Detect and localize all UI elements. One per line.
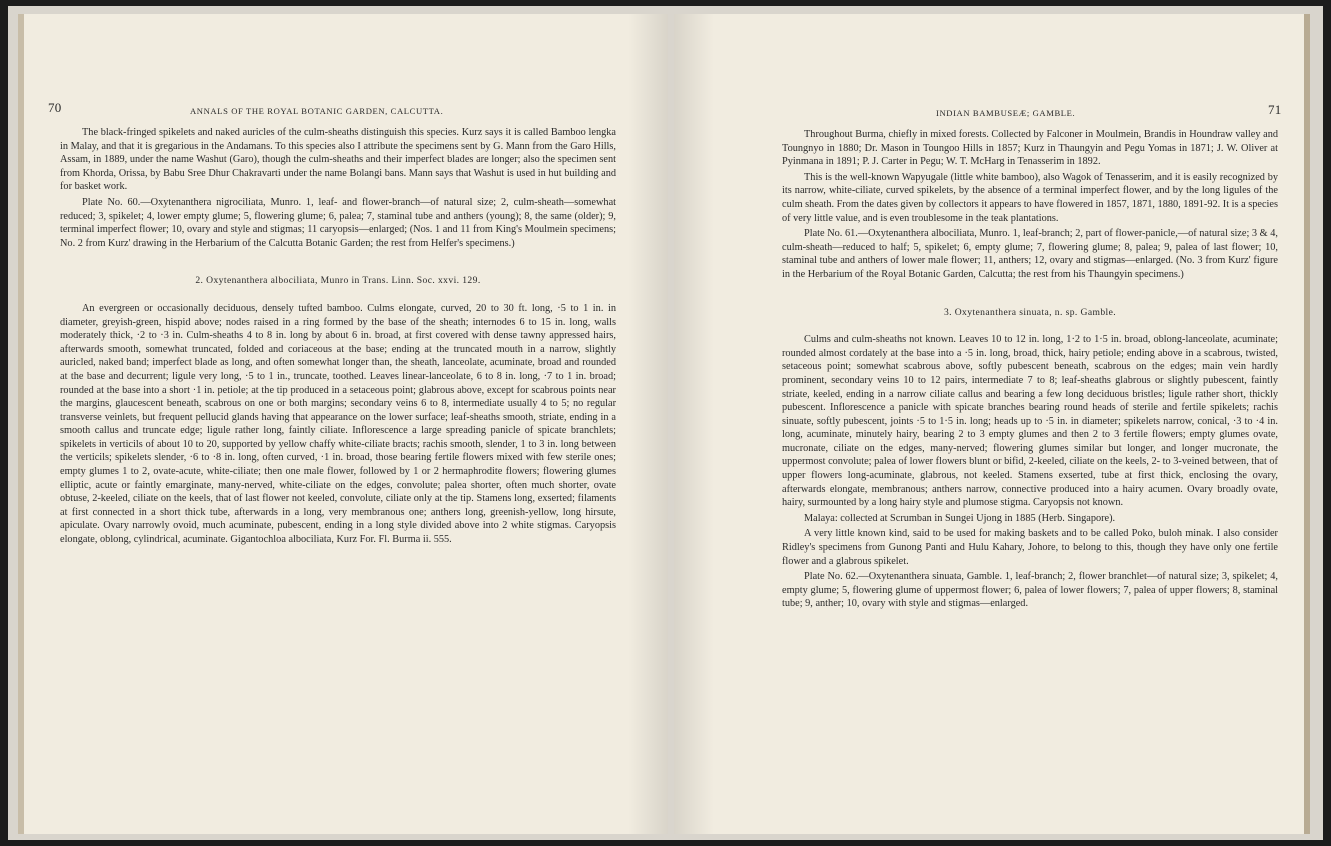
running-head: ANNALS OF THE ROYAL BOTANIC GARDEN, CALCUTTA. (190, 106, 444, 116)
section-heading: 2. Oxytenanthera albociliata, Munro in Trans. Linn. Soc. xxvi. 129. (195, 275, 481, 287)
section-heading: 3. Oxytenanthera sinuata, n. sp. Gamble. (943, 306, 1117, 318)
gutter-shadow (628, 14, 668, 834)
paragraph: A very little known kind, said to be used for making baskets and to be called Poko, buloh minak. I also consider Ridley's specimens from Gunong Panti and Hulu Kahary, Johore, to belong to this, though they have only one fertile flower and a glabrous spikelet. (782, 528, 1278, 567)
right-page (674, 14, 1310, 834)
page-number: 70 (48, 100, 62, 115)
book-spread (8, 6, 1323, 840)
plate-caption: Plate No. 62.—Oxytenanthera sinuata, Gamble. 1, leaf-branch; 2, flower branchlet—of natural size; 3, spikelet; 4, empty glume; 5, flowering glume of uppermost flower; 6, palea of lower flowers; 7, palea of upper flowers; 8, staminal tube; 9, anther; 10, ovary with style and stigmas—enlarged. (782, 571, 1278, 610)
plate-caption: Plate No. 60.—Oxytenanthera nigrociliata, Munro. 1, leaf- and flower-branch—of natural size; 2, culm-sheath—somewhat reduced; 3, spikelet; 4, lower empty glume; 5, flowering glume; 6, palea; 7, staminal tube and anthers (young); 8, the same (older); 9, terminal imperfect flower; 10, ovary and style and stigmas; 11 caryopsis—enlarged; (Nos. 1 and 11 from King's Moulmein specimens; No. 2 from Kurz' drawing in the Herbarium of the Calcutta Botanic Garden; the rest from Helfer's specimens.) (60, 196, 616, 249)
gutter-shadow (674, 14, 714, 834)
right-page-edge (1304, 14, 1310, 834)
left-page (18, 14, 668, 834)
left-page-edge (18, 14, 24, 834)
running-head: INDIAN BAMBUSEÆ; GAMBLE. (936, 108, 1076, 118)
paragraph: This is the well-known Wapyugale (little white bamboo), also Wagok of Tenasserim, and it is easily recognized by its narrow, white-ciliate, curved spikelets, by the absence of a terminal imperfect flower, and by the long ligules of the culm sheath. From the dates given by collectors it appears to have flowered in 1857, 1871, 1880, 1891-92. It is a species of very little value, and is even troublesome in the teak plantations. (782, 171, 1278, 224)
paragraph: The black-fringed spikelets and naked auricles of the culm-sheaths distinguish this species. Kurz says it is called Bamboo lengka in Malay, and that it is gregarious in the Andamans. To this species also I attribute the specimens sent by G. Mann from the Garo Hills, Assam, in 1889, under the name Washut (Garo), though the culm-sheaths and their imperfect blades are longer; also the specimen sent from Khorda, Orissa, by Babu Sree Dhur Chakravarti under the name Bolangi bans. Mann says that Washut is used in hut building and for basket work. (60, 127, 616, 193)
page-number: 71 (1268, 102, 1282, 117)
plate-caption: Plate No. 61.—Oxytenanthera albociliata, Munro. 1, leaf-branch; 2, part of flower-panicle,—of natural size; 3 & 4, culm-sheath—reduced to half; 5, spikelet; 6, empty glume; 7, flowering glume; 8, palea; 9, palea of last flower; 10, staminal tube and anthers of lower male flower; 11, anthers; 12, ovary and stigmas—enlarged. (No. 3 from Kurz' figure in the Herbarium of the Royal Botanic Garden, Calcutta; the rest from his Thaungyin specimens.) (782, 228, 1278, 280)
paragraph: Malaya: collected at Scrumban in Sungei Ujong in 1885 (Herb. Singapore). (804, 512, 1116, 524)
species-description: An evergreen or occasionally deciduous, densely tufted bamboo. Culms elongate, curved, 20 to 30 ft. long, ·5 to 1 in. in diameter, greyish-green, hispid above; nodes raised in a ring formed by the base of the sheath; internodes 6 to 15 in. long, walls moderately thick, ·2 to ·3 in. Culm-sheaths 4 to 8 in. long by about 6 in. broad, at first covered with dense tawny appressed hairs, afterwards smooth, somewhat truncated, folded and coriaceous at the base; ending at the truncated mouth in a narrow, slightly auricled, naked band; imperfect blade as long, and often somewhat longer than, the sheath, lanceolate, acuminate, broad and rounded at the base and decurrent; ligule very long, ·5 to 1 in., truncate, toothed. Leaves linear-lanceolate, 6 to 8 in. long, ·7 to 1 in. broad; rounded at the base into a short ·1 in. petiole; at the tip produced in a setaceous point; glabrous above, except for scabrous points near the margins, glaucescent beneath, scabrous on one or both margins; secondary veins 6 to 8, intermediate usually 4 to 5; no regular transverse veinlets, but frequent pellucid glands having that appearance on the lower surface; leaf-sheaths smooth, striate, ending in a smooth callus and truncate edge; ligule rather long, faintly ciliate. Inflorescence a large spreading panicle of spicate branchlets; spikelets in verticils of about 10 to 20, supported by yellow chaffy white-ciliate bracts; rachis smooth, slender, 1 to 3 in. long between the verticils; spikelets slender, ·6 to ·8 in. long, often curved, ·1 in. broad, those bearing fertile flowers mixed with few sterile ones; empty glumes 1 to 2, ovate-acute, white-ciliate; then one male flower, followed by 1 or 2 hermaphrodite flowers; flowering glumes elliptic, acute or faintly emarginate, many-nerved, white-ciliate on the edges, convolute; palea shorter, often much shorter, ovate obtuse, 2-keeled, ciliate on the keels, that of last flower not keeled, convolute, ciliate only at the tip. Stamens long, exserted; filaments at first connected in a short thick tube, afterwards in a long, very membranous one; anthers long, greenish-yellow, long hirsute, apiculate. Ovary narrowly ovoid, much acuminate, pubescent, ending in a long style divided above into 2 white stigmas. Caryopsis elongate, oblong, cylindrical, acuminate. Gigantochloa albociliata, Kurz For. Fl. Burma ii. 555. (60, 302, 616, 546)
paragraph: Throughout Burma, chiefly in mixed forests. Collected by Falconer in Moulmein, Brandis in Houndraw valley and Toungnyo in 1880; Dr. Mason in Toungoo Hills in 1857; Kurz in Thaungyin and Pegu Yomas in 1871; J. W. Oliver at Pyinmana in 1891; P. J. Carter in Pegu; W. T. McHarg in Tenasserim in 1892. (782, 129, 1278, 168)
right-text-block (782, 128, 1278, 611)
species-description: Culms and culm-sheaths not known. Leaves 10 to 12 in. long, 1·2 to 1·5 in. broad, oblong-lanceolate, acuminate; rounded almost cordately at the base into a ·5 in. long, broad, thick, hairy petiole; ending above in a scabrous, twisted, setaceous point; somewhat scabrous above, softly pubescent beneath, scabrous on the edges; main vein hardly prominent, secondary veins 10 to 12 pairs, intermediate 7 to 8; leaf-sheaths glabrous or slightly pubescent, faintly striate, keeled, ending in a narrow ciliate callus and bearing a few long deciduous bristles; ligule rather short, thickly pubescent. Inflorescence a panicle with spicate branches bearing round heads of sterile and fertile spikelets; rachis sinuate, softly pubescent, joints ·5 to 1·5 in. long; heads up to ·5 in. in diameter; spikelets narrow, conical, ·3 to ·4 in. long, acuminate, minutely hairy, bearing 2 to 3 empty glumes and then 2 to 3 fertile flowers; empty glumes ovate, mucronate, ciliate on the edges, many-nerved; flowering glumes similar but longer, and longer mucronate, the uppermost convolute; palea of lower flowers blunt or bifid, 2-keeled, ciliate on the keels, 2- to 3-veined between, that of upper flowers long-acuminate, glabrous, not keeled. Stamens exserted, tube at first thick, enclosing the ovary, afterwards elongate, membranous; anthers narrow, connective produced into a hairy acumen. Ovary broadly ovate, hairy, surmounted by a long hairy style and plumose stigma. Caryopsis not known. (782, 334, 1278, 509)
left-text-block (60, 126, 616, 547)
